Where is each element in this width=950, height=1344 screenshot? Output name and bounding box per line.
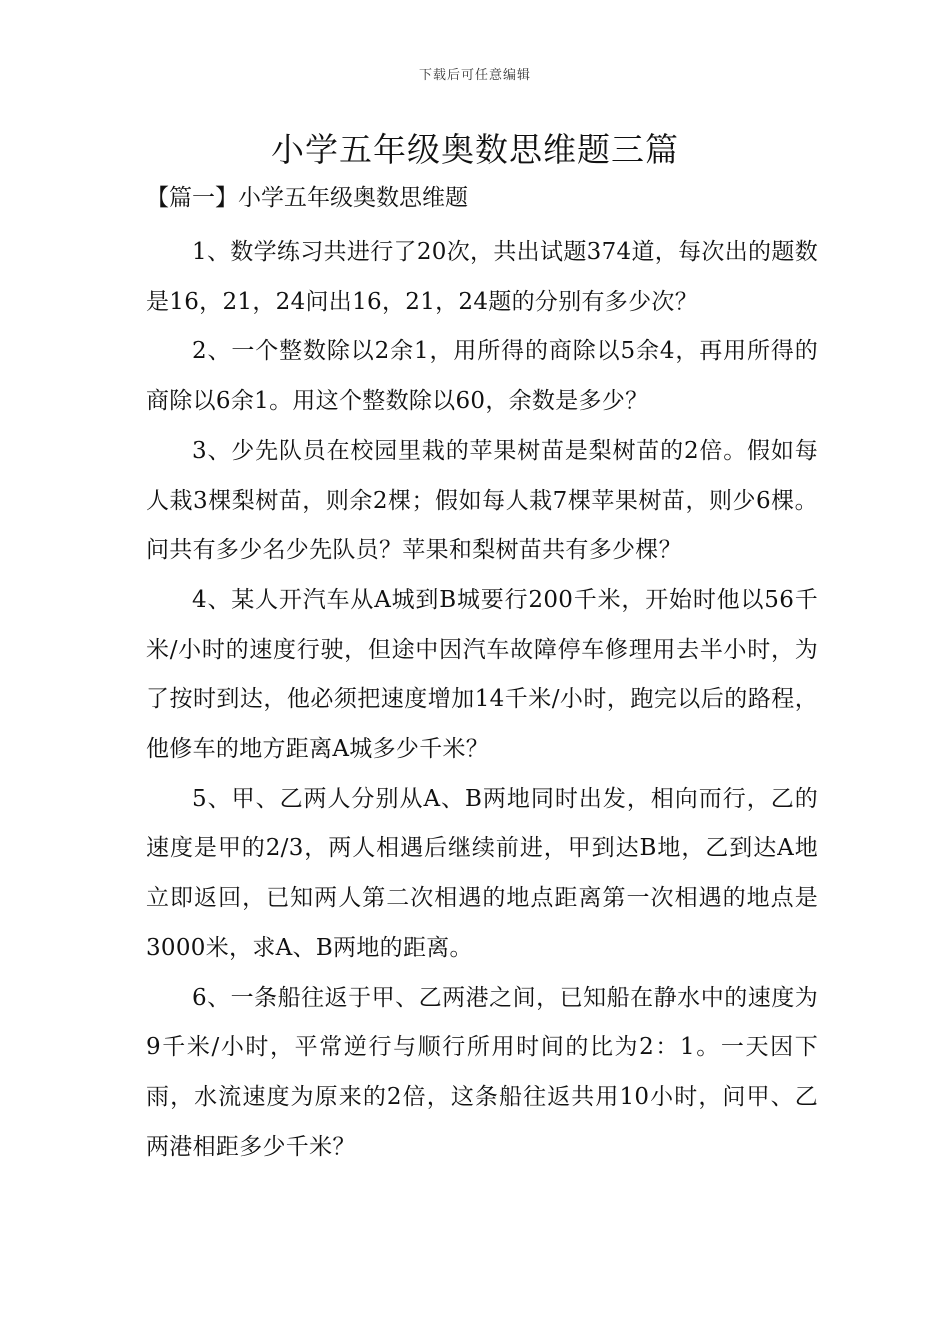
question-3: 3、少先队员在校园里栽的苹果树苗是梨树苗的2倍。假如每人栽3棵梨树苗，则余2棵；假如每人栽7棵苹果树苗，则少6棵。问共有多少名少先队员？苹果和梨树苗共有多少棵？ — [146, 437, 818, 564]
question-list — [146, 228, 818, 1172]
page-header-note: 下载后可任意编辑 — [418, 68, 531, 83]
question-6: 6、一条船往返于甲、乙两港之间，已知船在静水中的速度为9千米/小时，平常逆行与顺行所用时间的比为2：1。一天因下雨，水流速度为原来的2倍，这条船往返共用10小时，问甲、乙两港相距多少千米？ — [146, 984, 818, 1160]
question-1: 1、数学练习共进行了20次，共出试题374道，每次出的题数是16，21，24问出16，21，24题的分别有多少次？ — [146, 239, 818, 315]
question-2: 2、一个整数除以2余1，用所得的商除以5余4，再用所得的商除以6余1。用这个整数除以60，余数是多少？ — [146, 338, 818, 415]
section-heading: 【篇一】小学五年级奥数思维题 — [146, 185, 468, 211]
question-4: 4、某人开汽车从A城到B城要行200千米，开始时他以56千米/小时的速度行驶，但途中因汽车故障停车修理用去半小时，为了按时到达，他必须把速度增加14千米/小时，跑完以后的路程，他修车的地方距离A城多少千米？ — [146, 586, 818, 763]
question-5: 5、甲、乙两人分别从A、B两地同时出发，相向而行，乙的速度是甲的2/3，两人相遇后继续前进，甲到达B地，乙到达A地立即返回，已知两人第二次相遇的地点距离第一次相遇的地点是3000米，求A、B两地的距离。 — [146, 785, 818, 961]
document-title: 小学五年级奥数思维题三篇 — [271, 130, 679, 169]
